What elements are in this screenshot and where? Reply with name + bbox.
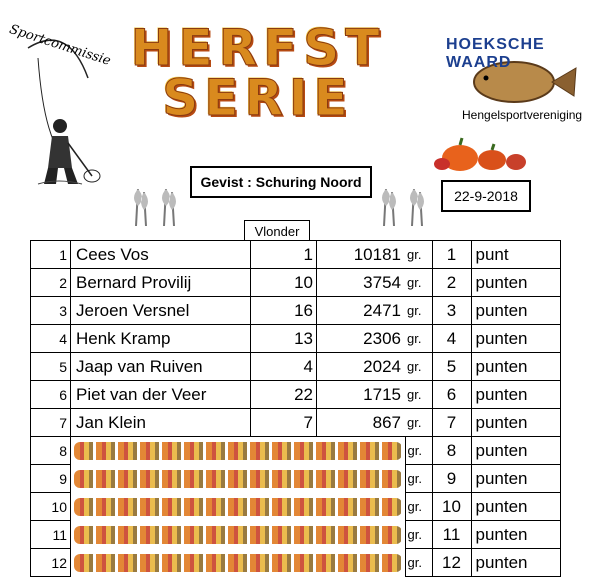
row-position: 10 (31, 493, 71, 521)
autumn-leaves-icon (74, 442, 402, 460)
weight-unit: gr. (405, 297, 432, 325)
angler-name: Piet van der Veer (71, 381, 251, 409)
points-label: punten (471, 325, 560, 353)
vlonder-number: 22 (251, 381, 317, 409)
table-row (31, 493, 561, 521)
catch-weight: 2024 (317, 353, 406, 381)
row-position: 1 (31, 241, 71, 269)
rank-number: 11 (432, 521, 471, 549)
angler-name: Cees Vos (71, 241, 251, 269)
points-label: punten (471, 437, 560, 465)
results-table (30, 240, 561, 577)
table-row (31, 437, 561, 465)
angler-name: Jaap van Ruiven (71, 353, 251, 381)
row-position: 3 (31, 297, 71, 325)
vlonder-number: 7 (251, 409, 317, 437)
results-body (31, 241, 561, 577)
title-line-2: SERIE (162, 69, 354, 127)
rank-number: 6 (432, 381, 471, 409)
wheat-icon (128, 184, 154, 226)
vlonder-number: 16 (251, 297, 317, 325)
weight-unit: gr. (405, 493, 432, 521)
location-box: Gevist : Schuring Noord (190, 166, 372, 198)
logo-title: HOEKSCHE WAARD (446, 36, 545, 71)
weight-unit: gr. (405, 465, 432, 493)
row-position: 8 (31, 437, 71, 465)
wheat-icon (376, 184, 402, 226)
points-label: punten (471, 493, 560, 521)
catch-weight: 1715 (317, 381, 406, 409)
table-row (31, 465, 561, 493)
vlonder-number: 13 (251, 325, 317, 353)
autumn-leaves-icon (74, 526, 402, 544)
rank-number: 2 (432, 269, 471, 297)
rank-number: 9 (432, 465, 471, 493)
catch-weight: 867 (317, 409, 406, 437)
table-row (31, 521, 561, 549)
weight-unit: gr. (405, 381, 432, 409)
weight-unit: gr. (405, 437, 432, 465)
leaf-placeholder (71, 437, 406, 465)
angler-name: Jan Klein (71, 409, 251, 437)
rank-number: 4 (432, 325, 471, 353)
points-label: punten (471, 521, 560, 549)
row-position: 9 (31, 465, 71, 493)
table-row (31, 353, 561, 381)
points-label: punt (471, 241, 560, 269)
angler-name: Jeroen Versnel (71, 297, 251, 325)
wheat-icon (404, 184, 430, 226)
weight-unit: gr. (405, 353, 432, 381)
table-row (31, 297, 561, 325)
autumn-leaves-icon (74, 470, 402, 488)
leaf-placeholder (71, 465, 406, 493)
autumn-leaves-icon (74, 554, 402, 572)
pumpkins-decoration (430, 134, 540, 172)
sportcommissie-text: Sportcommissie (7, 22, 113, 69)
weight-unit: gr. (405, 269, 432, 297)
points-label: punten (471, 409, 560, 437)
row-position: 11 (31, 521, 71, 549)
rank-number: 8 (432, 437, 471, 465)
rank-number: 5 (432, 353, 471, 381)
row-position: 5 (31, 353, 71, 381)
table-row (31, 269, 561, 297)
vlonder-number: 10 (251, 269, 317, 297)
table-row (31, 549, 561, 577)
row-position: 6 (31, 381, 71, 409)
title-line-1: HERFST (130, 19, 386, 77)
hoeksche-waard-logo (436, 30, 586, 125)
points-label: punten (471, 353, 560, 381)
leaf-placeholder (71, 521, 406, 549)
weight-unit: gr. (405, 521, 432, 549)
rank-number: 3 (432, 297, 471, 325)
row-position: 4 (31, 325, 71, 353)
angler-name: Henk Kramp (71, 325, 251, 353)
date-box: 22-9-2018 (441, 180, 531, 212)
angler-name: Bernard Provilij (71, 269, 251, 297)
sportcommissie-logo (7, 18, 113, 188)
points-label: punten (471, 465, 560, 493)
rank-number: 10 (432, 493, 471, 521)
vlonder-header: Vlonder (244, 220, 310, 241)
points-label: punten (471, 297, 560, 325)
table-row (31, 325, 561, 353)
leaf-placeholder (71, 549, 406, 577)
vlonder-number: 4 (251, 353, 317, 381)
weight-unit: gr. (405, 241, 432, 269)
rank-number: 7 (432, 409, 471, 437)
points-label: punten (471, 269, 560, 297)
weight-unit: gr. (405, 325, 432, 353)
leaf-placeholder (71, 493, 406, 521)
catch-weight: 10181 (317, 241, 406, 269)
row-position: 2 (31, 269, 71, 297)
weight-unit: gr. (405, 409, 432, 437)
wheat-icon (156, 184, 182, 226)
rank-number: 12 (432, 549, 471, 577)
table-row (31, 381, 561, 409)
table-row (31, 409, 561, 437)
weight-unit: gr. (405, 549, 432, 577)
vlonder-number: 1 (251, 241, 317, 269)
catch-weight: 2306 (317, 325, 406, 353)
row-position: 7 (31, 409, 71, 437)
logo-subtitle: Hengelsportvereniging (462, 108, 583, 122)
rank-number: 1 (432, 241, 471, 269)
points-label: punten (471, 549, 560, 577)
table-row (31, 241, 561, 269)
catch-weight: 2471 (317, 297, 406, 325)
autumn-leaves-icon (74, 498, 402, 516)
points-label: punten (471, 381, 560, 409)
row-position: 12 (31, 549, 71, 577)
catch-weight: 3754 (317, 269, 406, 297)
